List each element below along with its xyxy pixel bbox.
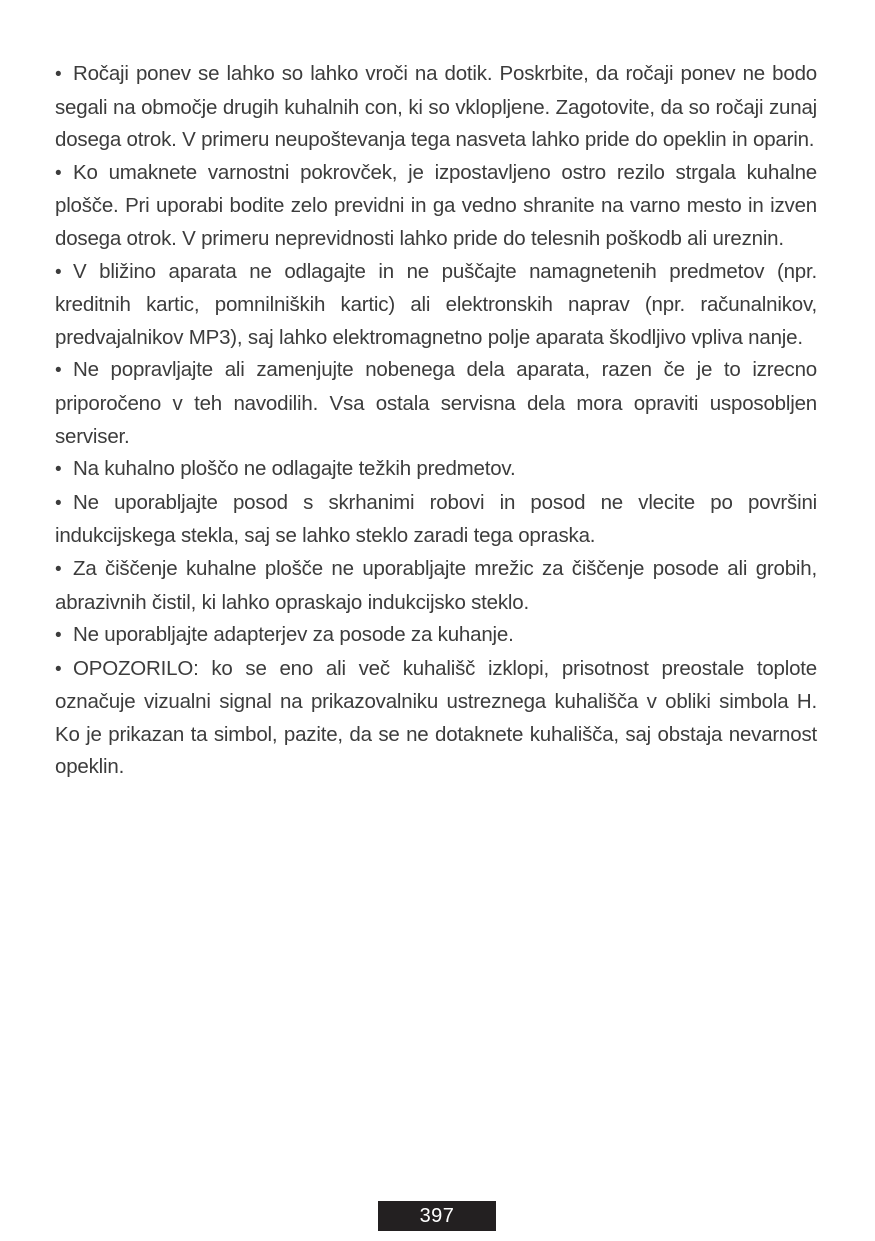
bullet-marker: •: [55, 658, 62, 680]
list-item: [55, 619, 817, 653]
bullet-text: Na kuhalno ploščo ne odlagajte težkih predmetov.: [73, 457, 516, 481]
bullet-text: Ročaji ponev se lahko so lahko vroči na dotik. Poskrbite, da ročaji ponev ne bodo segali na območje drugih kuhalnih con, ki so vklopljene. Zagotovite, da so ročaji zunaj dosega otrok. V primeru neupoštevanja tega nasveta lahko pride do opeklin in oparin.: [55, 62, 817, 152]
list-item: [55, 553, 817, 619]
bullet-text: Ko umaknete varnostni pokrovček, je izpostavljeno ostro rezilo strgala kuhalne plošče. Pri uporabi bodite zelo previdni in ga vedno shranite na varno mesto in izven dosega otrok. V primeru neprevidnosti lahko pride do telesnih poškodb ali ureznin.: [55, 160, 817, 250]
bullet-text: Ne popravljajte ali zamenjujte nobenega dela aparata, razen če je to izrecno priporočeno v teh navodilih. Vsa ostala servisna dela mora opraviti usposobljen serviser.: [55, 358, 817, 448]
bullet-marker: •: [55, 558, 62, 580]
list-item: [55, 487, 817, 553]
bullet-marker: •: [55, 162, 62, 184]
bullet-text: Za čiščenje kuhalne plošče ne uporabljajte mrežic za čiščenje posode ali grobih, abrazivnih čistil, ki lahko opraskajo indukcijsko steklo.: [55, 556, 817, 614]
list-item: [55, 354, 817, 453]
bullet-marker: •: [55, 625, 62, 647]
safety-instructions-list: [55, 58, 817, 784]
list-item: [55, 58, 817, 157]
bullet-marker: •: [55, 261, 62, 283]
bullet-marker: •: [55, 459, 62, 481]
bullet-text: Ne uporabljajte adapterjev za posode za kuhanje.: [73, 623, 514, 647]
bullet-text: V bližino aparata ne odlagajte in ne puščajte namagnetenih predmetov (npr. kreditnih kartic, pomnilniških kartic) ali elektronskih naprav (npr. računalnikov, predvajalnikov MP3), saj lahko elektromagnetno polje aparata škodljivo vpliva nanje.: [55, 259, 817, 349]
list-item: [55, 256, 817, 355]
list-item: [55, 157, 817, 256]
page-number-badge: [378, 1201, 496, 1231]
bullet-marker: •: [55, 492, 62, 514]
list-item: [55, 453, 817, 487]
bullet-text: OPOZORILO: ko se eno ali več kuhališč izklopi, prisotnost preostale toplote označuje vizualni signal na prikazovalniku ustreznega kuhališča v obliki simbola H. Ko je prikazan ta simbol, pazite, da se ne dotaknete kuhališča, saj obstaja nevarnost opeklin.: [55, 656, 817, 779]
bullet-marker: •: [55, 64, 62, 85]
list-item: [55, 653, 817, 784]
bullet-text: Ne uporabljajte posod s skrhanimi robovi in posod ne vlecite po površini indukcijskega stekla, saj se lahko steklo zaradi tega opraska.: [55, 490, 817, 548]
page-number: 397: [419, 1205, 455, 1227]
bullet-marker: •: [55, 360, 62, 382]
